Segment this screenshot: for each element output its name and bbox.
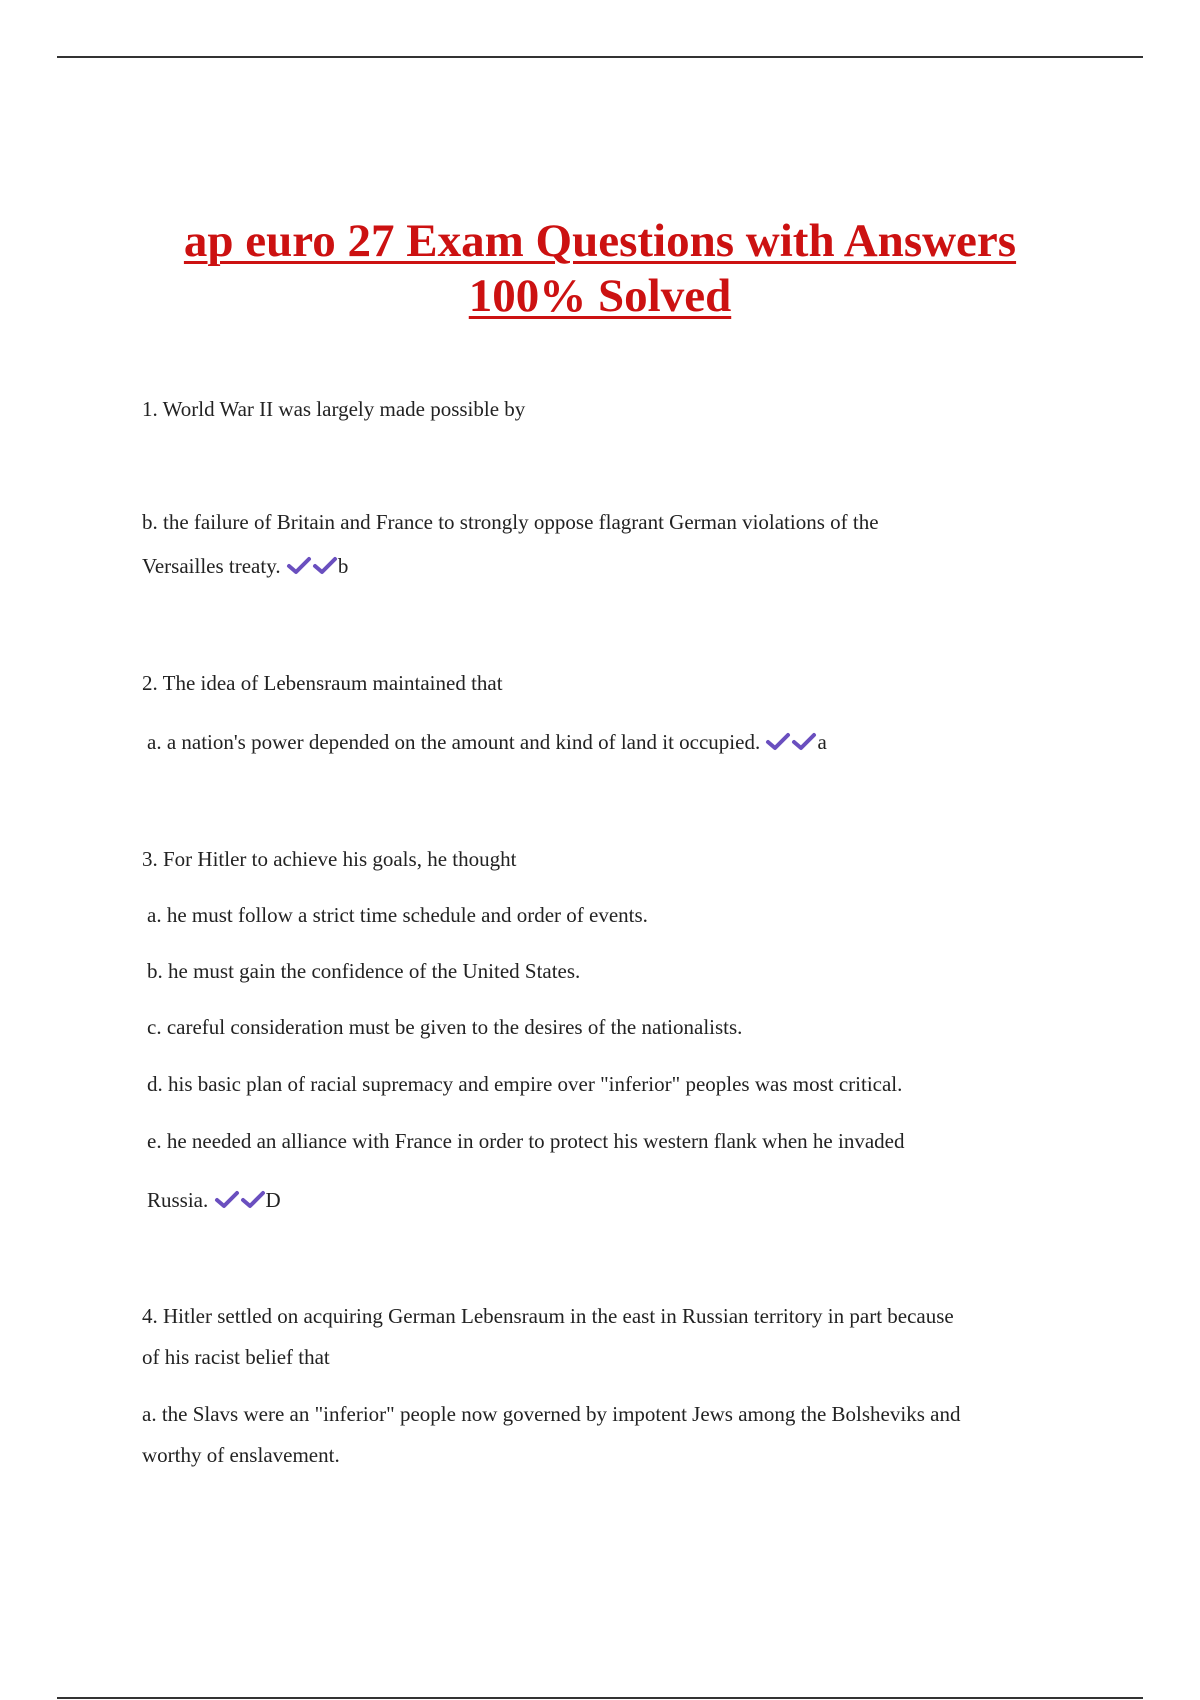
question-3-answer-key: D (265, 1188, 281, 1212)
question-1-answer-key: b (337, 554, 349, 578)
question-1-prompt: 1. World War II was largely made possible by (142, 397, 526, 421)
question-3-option-e-cont: Russia. (147, 1188, 209, 1212)
question-4-prompt-line-1: 4. Hitler settled on acquiring German Lebensraum in the east in Russian territory in part because (142, 1304, 954, 1328)
footer-rule (57, 1697, 1143, 1699)
question-3-prompt: 3. For Hitler to achieve his goals, he thought (142, 847, 517, 871)
question-3-option-a: a. he must follow a strict time schedule and order of events. (147, 903, 648, 927)
checkmark-icon (312, 556, 338, 576)
question-2-answer-key: a (817, 730, 827, 754)
question-3-option-d: d. his basic plan of racial supremacy and empire over "inferior" peoples was most critical. (147, 1072, 903, 1096)
question-3-option-b: b. he must gain the confidence of the United States. (147, 959, 581, 983)
question-4-answer-line-1: a. the Slavs were an "inferior" people now governed by impotent Jews among the Bolsheviks and (142, 1402, 961, 1426)
question-1-answer-row (142, 553, 348, 579)
question-1-answer-line-2: Versailles treaty. (142, 554, 281, 578)
question-2-answer-line-1: a. a nation's power depended on the amount and kind of land it occupied. (147, 730, 761, 754)
checkmark-icon (240, 1190, 266, 1210)
checkmark-icon (765, 732, 791, 752)
header-rule (57, 56, 1143, 58)
checkmark-icon (286, 556, 312, 576)
question-3-answer-row (147, 1187, 281, 1213)
question-3-option-e: e. he needed an alliance with France in order to protect his western flank when he invaded (147, 1129, 905, 1153)
question-4-answer-line-2: worthy of enslavement. (142, 1443, 340, 1467)
question-2-prompt: 2. The idea of Lebensraum maintained that (142, 671, 503, 695)
title-line-2: 100% Solved (468, 270, 732, 322)
document-title (100, 214, 1100, 324)
title-line-1: ap euro 27 Exam Questions with Answers (183, 215, 1017, 267)
question-4-prompt-line-2: of his racist belief that (142, 1345, 330, 1369)
checkmark-icon (791, 732, 817, 752)
question-2-answer-row (147, 729, 827, 755)
question-3-option-c: c. careful consideration must be given to the desires of the nationalists. (147, 1015, 743, 1039)
question-1-answer-line-1: b. the failure of Britain and France to strongly oppose flagrant German violations of the (142, 510, 879, 534)
checkmark-icon (214, 1190, 240, 1210)
